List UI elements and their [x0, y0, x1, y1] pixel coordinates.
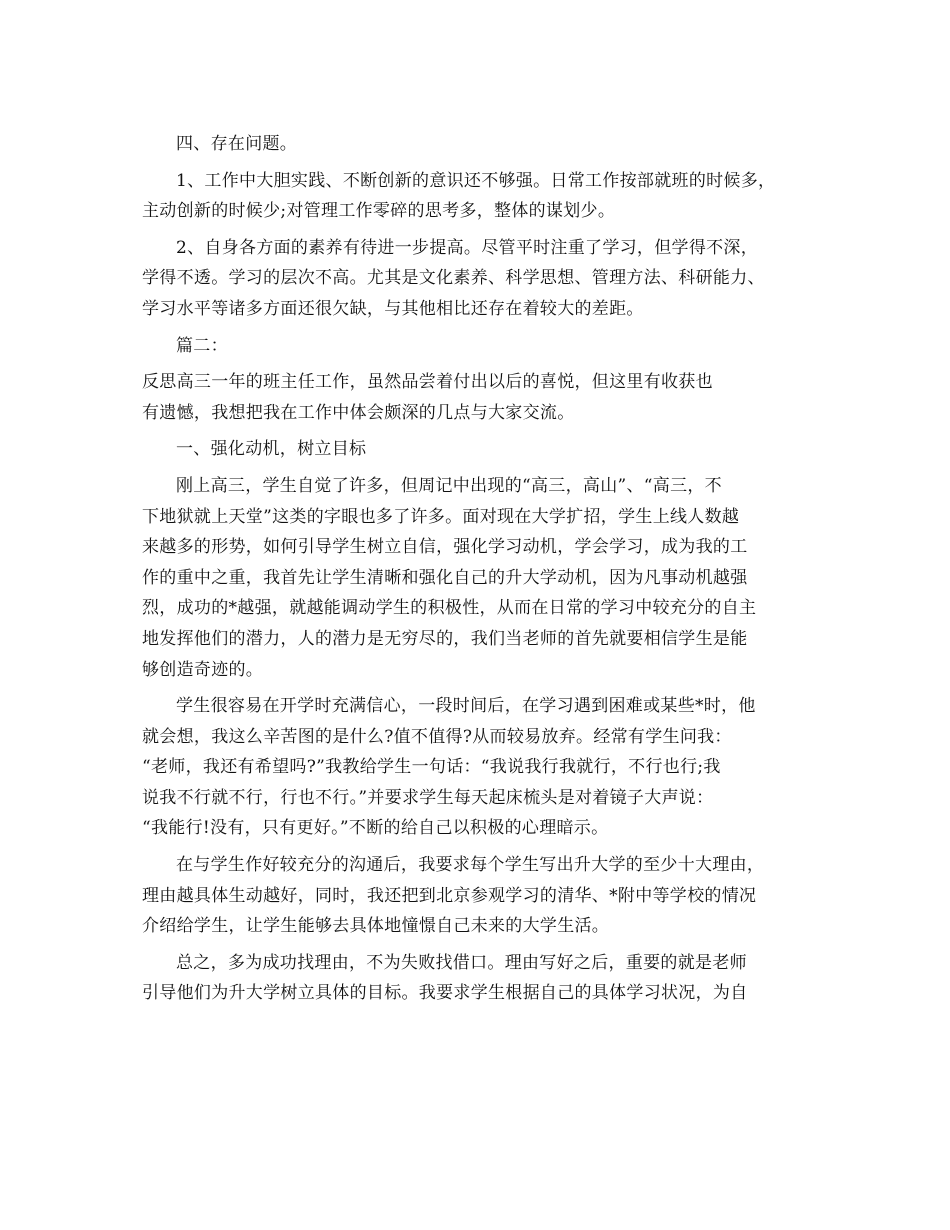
- text-line: 介绍给学生，让学生能够去具体地憧憬自己未来的大学生活。: [142, 916, 610, 937]
- text-line: 就会想，我这么辛苦图的是什么?值不值得?从而较易放弃。经常有学生问我：: [142, 726, 732, 747]
- paragraph-summary-body: [142, 948, 822, 1009]
- text-line: “我能行!没有，只有更好。”不断的给自己以积极的心理暗示。: [142, 818, 609, 839]
- text-line: 学得不透。学习的层次不高。尤其是文化素养、科学思想、管理方法、科研能力、: [142, 268, 765, 289]
- text-line: “老师，我还有希望吗?”我教给学生一句话：“我说我行我就行，不行也行;我: [142, 757, 721, 778]
- paragraph-confidence-body: [142, 691, 822, 844]
- text-line: 主动创新的时候少;对管理工作零碎的思考多，整体的谋划少。: [142, 201, 616, 222]
- text-line: 说我不行就不行，行也不行。”并要求学生每天起床梳头是对着镜子大声说：: [142, 787, 714, 808]
- text-line: 刚上高三，学生自觉了许多，但周记中出现的“高三，高山”、“高三，不: [176, 475, 722, 496]
- text-line: 总之，多为成功找理由，不为失败找借口。理由写好之后，重要的就是老师: [176, 952, 747, 973]
- text-line: 反思高三一年的班主任工作，虽然品尝着付出以后的喜悦，但这里有收获也: [142, 372, 713, 393]
- paragraph-reasons-body: [142, 850, 822, 942]
- text-line: 学习水平等诸多方面还很欠缺，与其他相比还存在着较大的差距。: [142, 298, 644, 319]
- text-line: 引导他们为升大学树立具体的目标。我要求学生根据自己的具体学习状况，为自: [142, 983, 748, 1004]
- text-line: 地发挥他们的潜力，人的潜力是无穷尽的，我们当老师的首先就要相信学生是能: [142, 628, 748, 649]
- paragraph-problem-2: [142, 233, 822, 325]
- paragraph-heading-part-two: [142, 331, 822, 362]
- text-line: 1、工作中大胆实践、不断创新的意识还不够强。日常工作按部就班的时候多，: [176, 170, 776, 191]
- text-line: 在与学生作好较充分的沟通后，我要求每个学生写出升大学的至少十大理由，: [176, 855, 765, 876]
- paragraph-heading-motivation: [142, 434, 822, 465]
- text-line: 2、自身各方面的素养有待进一步提高。尽管平时注重了学习，但学得不深，: [176, 237, 759, 258]
- paragraph-problem-1: [142, 166, 822, 227]
- text-line: 篇二：: [176, 335, 228, 356]
- paragraph-gap: [142, 1009, 822, 1015]
- text-line: 下地狱就上天堂”这类的字眼也多了许多。面对现在大学扩招，学生上线人数越: [142, 506, 740, 527]
- text-line: 作的重中之重，我首先让学生清晰和强化自己的升大学动机，因为凡事动机越强: [142, 567, 748, 588]
- text-line: 四、存在问题。: [176, 134, 298, 154]
- text-line: 够创造奇迹的。: [142, 659, 264, 680]
- paragraph-intro: [142, 367, 822, 428]
- text-line: 有遗憾，我想把我在工作中体会颇深的几点与大家交流。: [142, 402, 575, 423]
- text-line: 烈，成功的*越强，就越能调动学生的积极性，从而在日常的学习中较充分的自主: [142, 598, 757, 619]
- document-body: [142, 129, 822, 1015]
- text-line: 一、强化动机，树立目标: [176, 439, 367, 460]
- paragraph-heading-problems: [142, 129, 822, 160]
- text-line: 学生很容易在开学时充满信心，一段时间后，在学习遇到困难或某些*时，他: [176, 696, 756, 717]
- paragraph-motivation-body: [142, 471, 822, 685]
- text-line: 来越多的形势，如何引导学生树立自信，强化学习动机，学会学习，成为我的工: [142, 537, 748, 558]
- text-line: 理由越具体生动越好，同时，我还把到北京参观学习的清华、*附中等学校的情况: [142, 885, 757, 906]
